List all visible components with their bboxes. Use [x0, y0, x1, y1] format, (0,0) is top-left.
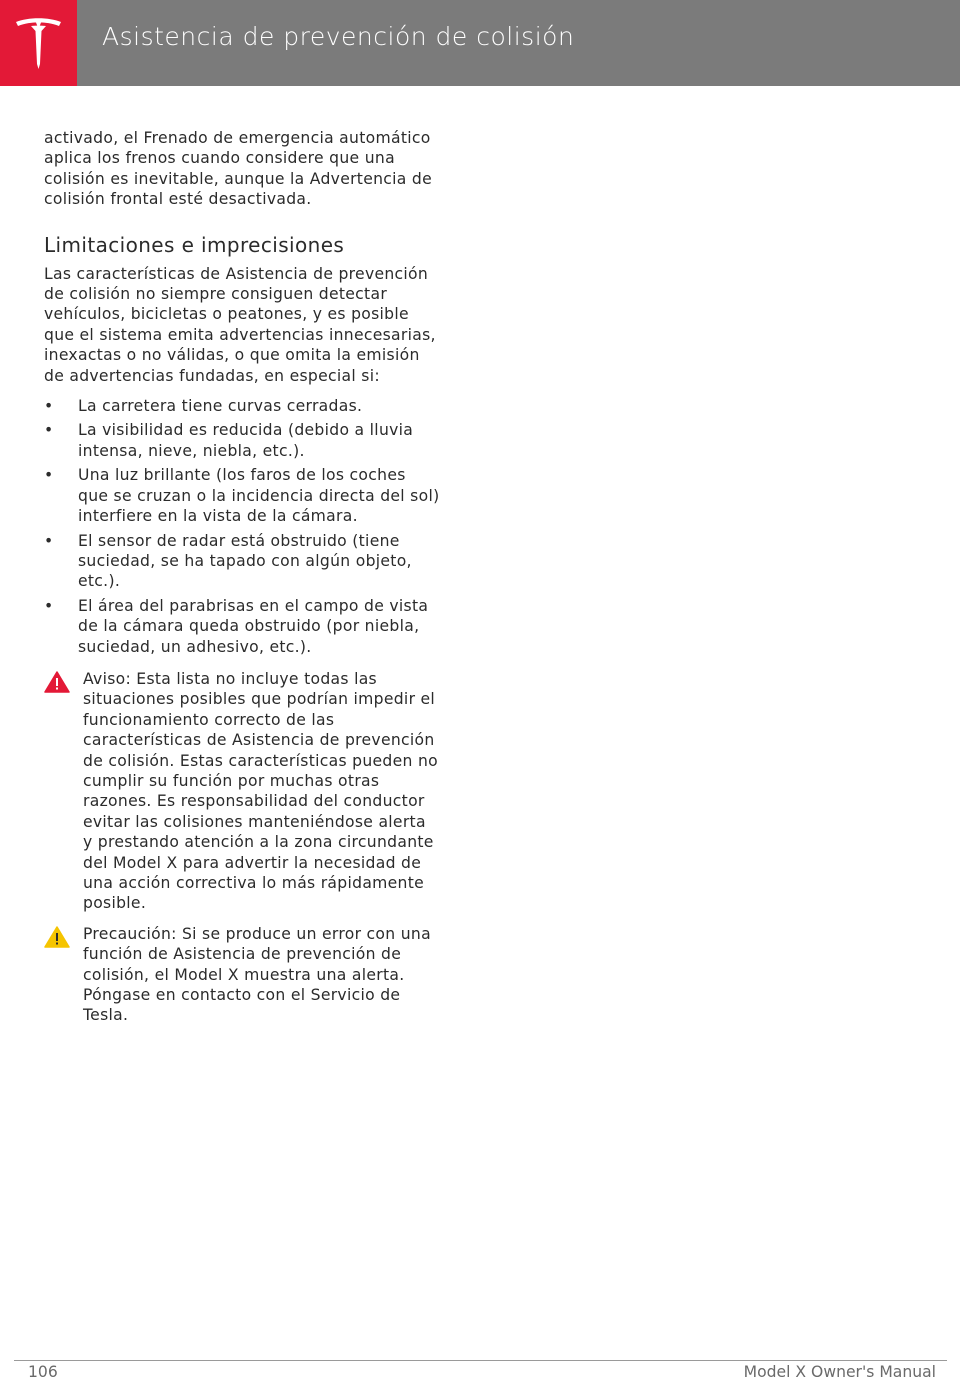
list-item-text: La visibilidad es reducida (debido a lluvia intensa, nieve, niebla, etc.). — [78, 421, 414, 460]
list-item-text: Una luz brillante (los faros de los coches que se cruzan o la incidencia directa del sol) interfiere en la vista de la cámara. — [78, 466, 440, 526]
section-heading: Limitaciones e imprecisiones — [44, 232, 345, 257]
caution-text: Precaución: Si se produce un error con una función de Asistencia de prevención de colisión, el Model X muestra una alerta. Póngase en contacto con el Servicio de Tesla. — [83, 924, 431, 1025]
list-item — [44, 531, 440, 592]
brand-logo-box — [0, 0, 77, 86]
list-item — [44, 465, 440, 526]
caution-icon — [44, 926, 70, 948]
caution-notice — [44, 924, 440, 1026]
section-intro-paragraph: Las características de Asistencia de prevención de colisión no siempre consiguen detectar vehículos, bicicletas o peatones, y es posible que el sistema emita advertencias innecesarias, inexactas o no válidas, o que omita la emisión de advertencias fundadas, en especial si: — [44, 264, 436, 385]
bullet-glyph: • — [44, 466, 54, 485]
list-item — [44, 420, 440, 461]
main-content — [44, 128, 440, 1026]
warning-text: Aviso: Esta lista no incluye todas las situaciones posibles que podrían impedir el funcionamiento correcto de las características de Asistencia de prevención de colisión. Estas características pueden no cumplir su función por muchas otras razones. Es responsabilidad del conductor evitar las colisiones manteniéndose alerta y prestando atención a la zona circundante del Model X para advertir la necesidad de una acción correctiva lo más rápidamente posible. — [83, 669, 438, 913]
manual-name: Model X Owner's Manual — [743, 1363, 936, 1381]
list-item — [44, 396, 440, 416]
page-header — [0, 0, 960, 86]
warning-notice — [44, 669, 440, 914]
bullet-glyph: • — [44, 421, 54, 440]
page-number: 106 — [28, 1363, 58, 1381]
warning-icon — [44, 671, 70, 693]
intro-paragraph: activado, el Frenado de emergencia automático aplica los frenos cuando considere que una colisión es inevitable, aunque la Advertencia de colisión frontal esté desactivada. — [44, 129, 432, 209]
list-item — [44, 596, 440, 657]
tesla-logo-icon — [14, 16, 63, 70]
bullet-glyph: • — [44, 397, 54, 416]
list-item-text: El área del parabrisas en el campo de vista de la cámara queda obstruido (por niebla, suciedad, un adhesivo, etc.). — [78, 596, 429, 656]
bullet-glyph: • — [44, 596, 54, 615]
limitations-list — [44, 396, 440, 657]
bullet-glyph: • — [44, 531, 54, 550]
page-title: Asistencia de prevención de colisión — [102, 22, 575, 51]
footer-divider — [14, 1360, 947, 1361]
list-item-text: La carretera tiene curvas cerradas. — [78, 397, 363, 416]
list-item-text: El sensor de radar está obstruido (tiene suciedad, se ha tapado con algún objeto, etc.). — [78, 531, 412, 591]
